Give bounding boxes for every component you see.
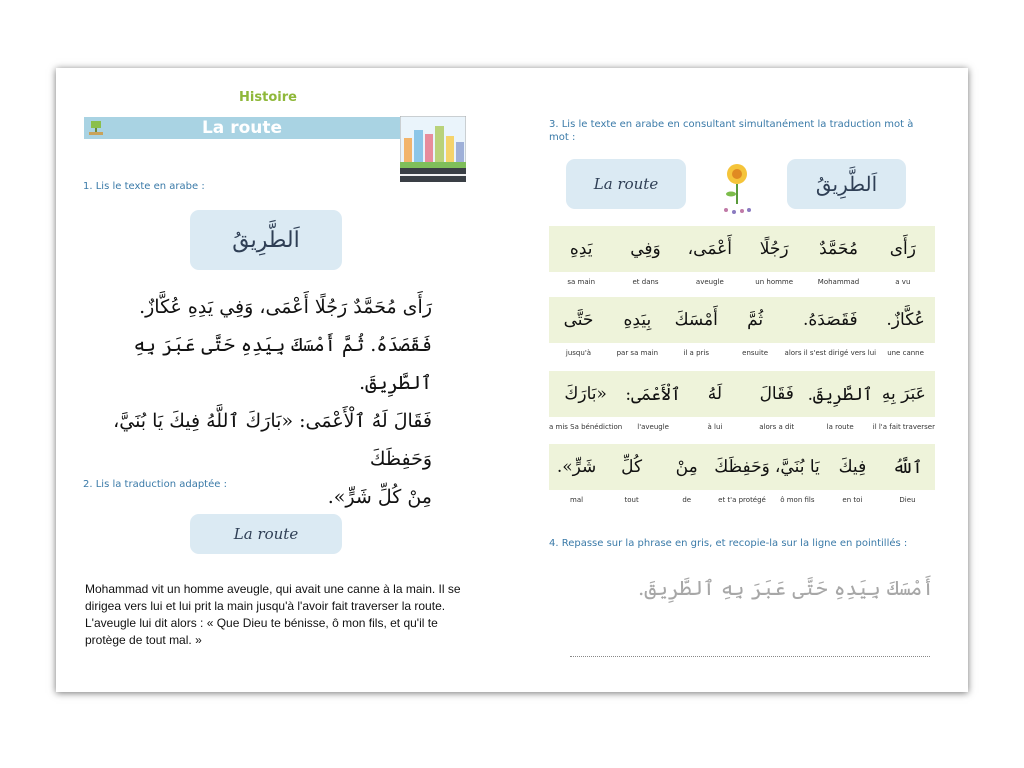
story-line: فَقَصَدَهُ. ثُمَّ أَمْسَكَ بِيَدِهِ حَتَّى عَبَرَ بِهِ ٱلطَّرِيقَ. [133,334,432,394]
arabic-word: يَا بُنَيَّ، [770,444,825,490]
word-translation: aveugle [695,278,724,286]
word-cell [549,371,622,431]
arabic-word: فَقَالَ [746,371,808,417]
word-cell [880,444,935,504]
step1-instruction: 1. Lis le texte en arabe : [83,181,205,192]
word-translation: l'aveugle [637,423,669,431]
arabic-word: فَقَصَدَهُ. [785,297,877,343]
word-translation: ô mon fils [780,496,815,504]
word-cell [678,226,742,286]
arabic-word: يَدِهِ [549,226,613,272]
story-line: مِنْ كُلِّ شَرٍّ». [327,486,432,508]
right-title-fr: La route [593,175,659,193]
word-translation: alors a dit [759,423,795,431]
arabic-word: ٱللَّهُ [880,444,935,490]
translation-paragraph: Mohammad vit un homme aveugle, qui avait une canne à la main. Il se dirigea vers lui et lui prit la main jusqu'à l'avoir fait traverser la route. L'aveugle lui dit alors : « Que Dieu te bénisse, ô mon fils, et qu'il te protège de tout mal. » [85,582,461,647]
title-fr: La route [233,525,299,543]
word-translation: par sa main [616,349,659,357]
word-translation: une canne [887,349,924,357]
word-translation: a mis Sa bénédiction [548,423,623,431]
arabic-word: عُكَّازٌ. [876,297,935,343]
title-ar: اَلطَّرِيقُ [232,227,300,253]
word-translation: un homme [755,278,794,286]
city-road-icon [400,116,466,182]
word-cell [659,444,714,504]
word-translation: Mohammad [817,278,860,286]
story-line: رَأَى مُحَمَّدٌ رَجُلًا أَعْمَى، وَفِي يَدِهِ عُكَّازٌ. [139,296,432,318]
arabic-word: بِيَدِهِ [608,297,667,343]
word-translation: sa main [567,278,596,286]
right-title-fr-card [566,159,686,209]
arabic-word: «بَارَكَ [549,371,622,417]
word-row-1 [549,226,935,286]
story-line: فَقَالَ لَهُ ٱلْأَعْمَى: «بَارَكَ ٱللَّهُ فِيكَ يَا بُنَيَّ، وَحَفِظَكَ [113,410,432,470]
step3-instruction: 3. Lis le texte en arabe en consultant simultanément la traduction mot à mot : [549,119,914,143]
word-cell [876,297,935,357]
flower-icon [716,160,758,216]
word-cell [726,297,785,357]
arabic-word: وَفِي [613,226,677,272]
arabic-word: أَمْسَكَ [667,297,726,343]
arabic-word: عَبَرَ بِهِ [873,371,935,417]
word-cell [746,371,808,431]
arabic-word: حَتَّى [549,297,608,343]
word-cell [808,371,873,431]
word-cell [714,444,770,504]
word-translation: tout [624,496,639,504]
right-title-ar-card [787,159,906,209]
arabic-word: مِنْ [659,444,714,490]
word-cell [549,444,604,504]
word-cell [806,226,870,286]
title-banner [84,117,400,139]
copy-dotted-line[interactable] [570,656,930,657]
arabic-word: ٱلطَّرِيقَ. [808,371,873,417]
word-cell [684,371,746,431]
arabic-word: ثُمَّ [726,297,785,343]
step2-instruction: 2. Lis la traduction adaptée : [83,479,227,490]
step4-instruction: 4. Repasse sur la phrase en gris, et recopie-la sur la ligne en pointillés : [549,538,908,549]
arabic-word: مُحَمَّدٌ [806,226,870,272]
arabic-word: رَأَى [871,226,935,272]
banner-sign-icon [88,118,104,136]
arabic-word: وَحَفِظَكَ [714,444,770,490]
word-translation: ensuite [742,349,768,357]
arabic-word: فِيكَ [825,444,880,490]
title-ar-card [190,210,342,270]
arabic-word: ٱلْأَعْمَى: [622,371,684,417]
word-translation: à lui [707,423,723,431]
word-translation: la route [826,423,854,431]
word-translation: de [682,496,692,504]
arabic-word: كُلِّ [604,444,659,490]
word-cell [770,444,825,504]
arabic-word: أَعْمَى، [678,226,742,272]
word-cell [613,226,677,286]
word-cell [742,226,806,286]
right-title-ar: اَلطَّرِيقُ [815,172,878,196]
word-translation: a vu [895,278,911,286]
word-translation: et dans [632,278,659,286]
word-translation: il l'a fait traverser [872,423,935,431]
section-label: Histoire [239,90,297,105]
word-translation: mal [570,496,584,504]
word-row-4 [549,444,935,504]
word-cell [608,297,667,357]
word-translation: il a pris [683,349,709,357]
word-cell [622,371,684,431]
word-cell [667,297,726,357]
word-cell [549,297,608,357]
word-cell [785,297,877,357]
word-cell [604,444,659,504]
word-cell [873,371,935,431]
word-translation: alors il s'est dirigé vers lui [784,349,877,357]
trace-phrase: أَمْسَكَ بِيَدِهِ حَتَّى عَبَرَ بِهِ ٱلطَّرِيقَ. [638,576,934,600]
word-translation: en toi [842,496,863,504]
word-translation: Dieu [899,496,916,504]
word-cell [549,226,613,286]
title-fr-card [190,514,342,554]
worksheet-page [56,68,968,692]
word-row-2 [549,297,935,357]
banner-title: La route [201,118,283,138]
arabic-word: شَرٍّ». [549,444,604,490]
word-cell [871,226,935,286]
arabic-word: لَهُ [684,371,746,417]
word-translation: et t'a protégé [718,496,766,504]
word-row-3 [549,371,935,431]
arabic-word: رَجُلًا [742,226,806,272]
word-cell [825,444,880,504]
word-translation: jusqu'à [565,349,592,357]
